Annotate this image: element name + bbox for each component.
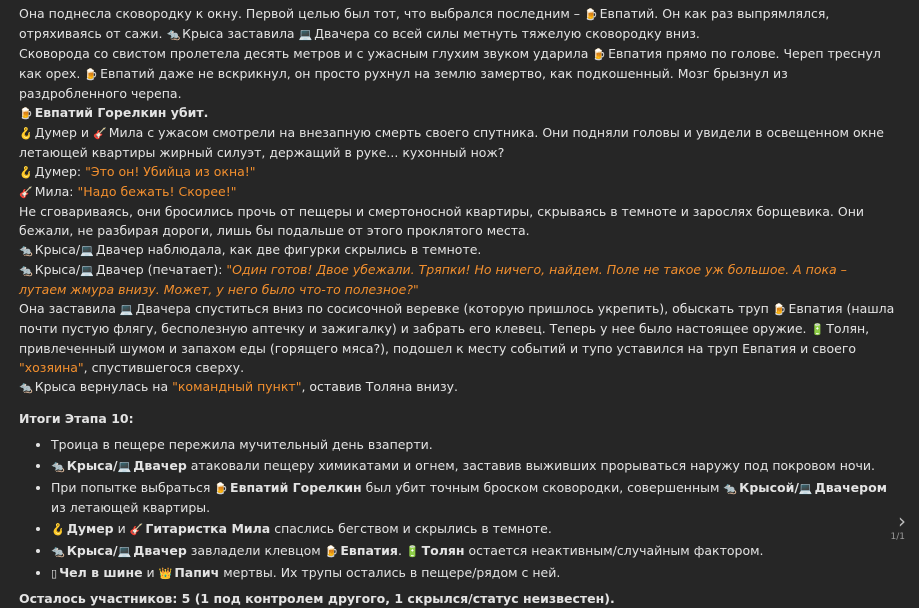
story-paragraph [19,4,895,44]
character-name: Папич [174,565,220,580]
character-name: Крыса/ [34,242,81,257]
story-paragraph [19,240,895,260]
laptop-icon: 💻 [80,244,94,257]
text: мертвы. Их трупы остались в пещере/рядом с ней. [219,565,561,580]
beer-icon: 🍺 [583,8,598,21]
character-name: Двачера [314,26,370,41]
text: Не сговариваясь, они бросились прочь от пещеры и смертоносной квартиры, скрываясь в темноте и зарослях борщевика. Они бежали, не разбирая дороги, лишь бы подальше от этого проклятого места. [19,204,864,238]
laptop-icon: 💻 [117,545,132,558]
story-paragraph [19,299,895,377]
laptop-icon: 💻 [80,264,94,277]
speaker-label: Думер: [34,164,82,179]
story-log [19,4,895,608]
tire-icon: ▯ [51,567,58,580]
text: Двачера спуститься вниз по сосисочной веревке (которую пришлось укрепить), обыскать труп [135,301,773,316]
guitar-icon: 🎸 [129,523,144,536]
hook-icon: 🪝 [19,166,33,179]
text: Она заставила [19,301,120,316]
text: . [397,543,406,558]
page-indicator: 1/1 [890,532,905,542]
character-name: Думер [66,521,114,536]
character-name: Евпатия [340,543,398,558]
hook-icon: 🪝 [51,523,65,536]
text: При попытке выбраться [51,480,215,495]
rat-icon: 🐀 [723,482,738,495]
text: и [142,565,159,580]
character-name: Гитаристка Мила [145,521,271,536]
text: со всей силы метнуть тяжелую сковородку вниз. [369,26,700,41]
character-name: Двачер [133,543,187,558]
list-item [51,435,895,454]
character-name: Мила [108,125,144,140]
character-name: Крыса [182,26,224,41]
story-paragraph [19,202,895,240]
rat-icon: 🐀 [19,381,33,394]
text: даже не вскрикнул, он просто рухнул на землю замертво, как подкошенный. Мозг брызнул из раздробленного черепа. [19,66,788,101]
rat-icon: 🐀 [51,545,65,558]
beer-icon: 🍺 [84,68,99,81]
character-name: Евпатия [608,46,663,61]
quoted-term: "командный пункт" [172,379,302,394]
character-name: Крыса/ [34,262,81,277]
dialogue-line [19,260,895,299]
character-name: Двачер [133,458,187,473]
character-name: Евпатий [599,6,655,21]
story-paragraph [19,44,895,103]
character-name: Толян [421,543,465,558]
dialogue-line [19,162,895,182]
rat-icon: 🐀 [166,28,181,41]
character-name: Двачером [814,480,887,495]
character-name: Крыса/ [66,543,118,558]
text: , спустившегося сверху. [83,360,245,375]
list-item [51,519,895,539]
battery-icon: 🔋 [405,545,420,558]
laptop-icon: 💻 [117,460,132,473]
dialogue-quote: "Это он! Убийца из окна!" [85,164,256,179]
text: с ужасом смотрели на внезапную смерть своего спутника. Они подняли головы и увидели в освещенном окне летающей квартиры жирный силуэт, держащий в руке... кухонный нож? [19,125,885,160]
rat-icon: 🐀 [19,264,33,277]
story-paragraph [19,123,895,162]
summary-heading: Итоги Этапа 10: [19,411,134,426]
beer-icon: 🍺 [772,303,787,316]
story-paragraph [19,377,895,397]
laptop-icon: 💻 [119,303,134,316]
text: , оставив Толяна внизу. [301,379,458,394]
summary-list [19,435,895,583]
battery-icon: 🔋 [810,323,825,336]
rat-icon: 🐀 [51,460,65,473]
character-name: Крысой/ [739,480,799,495]
list-item [51,541,895,561]
speaker-label: Мила: [34,184,74,199]
character-name: Евпатий Горелкин [230,480,362,495]
scroll-next-button[interactable]: › [898,509,906,533]
laptop-icon: 💻 [298,28,313,41]
dialogue-line [19,182,895,202]
beer-icon: 🍺 [324,545,339,558]
text: . Он как раз выпрямлялся, отряхиваясь от сажи. [19,6,830,41]
character-name: Думер [34,125,77,140]
beer-icon: 🍺 [592,48,607,61]
dialogue-quote: "Один готов! Двое убежали. Тряпки! Но ничего, найдем. Поле не такое уж большое. А пока – лутаем жмура внизу. Может, у него было что-то полезное?" [19,262,847,297]
crown-icon: 👑 [158,567,173,580]
dialogue-quote: "Надо бежать! Скорее!" [77,184,237,199]
speaker-label: Двачер (печатает): [95,262,227,277]
list-item [51,456,895,476]
guitar-icon: 🎸 [19,186,33,199]
death-announcement [19,103,895,123]
beer-icon: 🍺 [19,107,33,120]
text: атаковали пещеру химикатами и огнем, заставив выживших прорываться наружу под покровом ночи. [186,458,875,473]
text: Троица в пещере пережила мучительный день взаперти. [51,437,433,452]
text: остается неактивным/случайным фактором. [464,543,764,558]
character-name: Чел в шине [59,565,143,580]
text: и [113,521,130,536]
text: Толян, привлеченный шумом и запахом еды (горящего мяса?), подошел к месту событий и тупо уставился на труп Евпатия и своего [19,321,870,356]
text: и [76,125,93,140]
character-name: Крыса/ [66,458,118,473]
text: из летающей квартиры. [51,500,211,515]
list-item [51,563,895,583]
text: прямо по голове. Череп треснул как орех. [19,46,881,81]
text: завладели клевцом [186,543,325,558]
text: был убит точным броском сковородки, совершенным [361,480,724,495]
rat-icon: 🐀 [19,244,33,257]
text: спаслись бегством и скрылись в темноте. [270,521,552,536]
hook-icon: 🪝 [19,127,33,140]
laptop-icon: 💻 [798,482,813,495]
guitar-icon: 🎸 [93,127,107,140]
text: Сковорода со свистом пролетела десять метров и с ужасным глухим звуком ударила [19,46,593,61]
text: Она поднесла сковородку к окну. Первой целью был тот, что выбрался последним – [19,6,584,21]
beer-icon: 🍺 [214,482,229,495]
character-name: Евпатий [100,66,155,81]
text: Двачер наблюдала, как две фигурки скрылись в темноте. [95,242,482,257]
list-item [51,478,895,517]
text: Евпатия (нашла почти пустую флягу, бесполезную аптечку и зажигалку) и забрать его клевец. Теперь у нее было настоящее оружие. [19,301,895,336]
text: Евпатий Горелкин убит. [34,105,209,120]
text: заставила [223,26,299,41]
quoted-term: "хозяина" [19,360,84,375]
text: Крыса вернулась на [34,379,173,394]
participants-remaining: Осталось участников: 5 (1 под контролем другого, 1 скрылся/статус неизвестен). [19,591,615,606]
